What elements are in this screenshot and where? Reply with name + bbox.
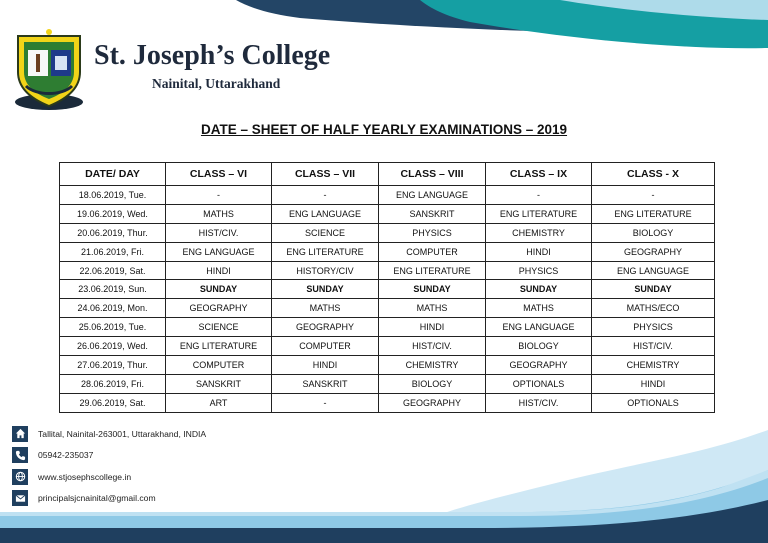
table-row (60, 393, 715, 412)
subject-cell: CHEMISTRY (379, 356, 486, 375)
email-link[interactable]: principalsjcnainital@gmail.com (38, 493, 156, 504)
subject-cell: MATHS (272, 299, 379, 318)
subject-cell: OPTIONALS (592, 393, 715, 412)
date-cell: 29.06.2019, Sat. (60, 393, 166, 412)
mail-icon (12, 490, 28, 506)
phone-icon (12, 447, 28, 463)
subject-cell: MATHS/ECO (592, 299, 715, 318)
subject-cell: - (486, 186, 592, 205)
date-cell: 27.06.2019, Thur. (60, 356, 166, 375)
table-row-sunday (60, 280, 715, 299)
subject-cell: PHYSICS (592, 318, 715, 337)
subject-cell: GEOGRAPHY (592, 242, 715, 261)
contact-phone (12, 445, 206, 467)
table-row (60, 261, 715, 280)
subject-cell: HIST/CIV. (166, 223, 272, 242)
column-header-class-viii: CLASS – VIII (379, 163, 486, 186)
date-cell: 23.06.2019, Sun. (60, 280, 166, 299)
subject-cell: GEOGRAPHY (379, 393, 486, 412)
subject-cell: MATHS (486, 299, 592, 318)
college-location: Nainital, Uttarakhand (152, 76, 281, 91)
subject-cell: SUNDAY (379, 280, 486, 299)
subject-cell: GEOGRAPHY (486, 356, 592, 375)
subject-cell: BIOLOGY (592, 223, 715, 242)
subject-cell: HINDI (486, 242, 592, 261)
subject-cell: SANSKRIT (379, 204, 486, 223)
table-header-row (60, 163, 715, 186)
date-cell: 20.06.2019, Thur. (60, 223, 166, 242)
subject-cell: ENG LANGUAGE (166, 242, 272, 261)
subject-cell: ENG LITERATURE (272, 242, 379, 261)
date-cell: 26.06.2019, Wed. (60, 337, 166, 356)
phone-text: 05942-235037 (38, 450, 94, 461)
table-row (60, 223, 715, 242)
date-cell: 22.06.2019, Sat. (60, 261, 166, 280)
address-text: Tallital, Nainital-263001, Uttarakhand, INDIA (38, 428, 207, 439)
table-row (60, 337, 715, 356)
subject-cell: COMPUTER (379, 242, 486, 261)
subject-cell: SANSKRIT (272, 374, 379, 393)
subject-cell: ENG LANGUAGE (592, 261, 715, 280)
date-cell: 25.06.2019, Tue. (60, 318, 166, 337)
table-row (60, 204, 715, 223)
column-header-class-vii: CLASS – VII (272, 163, 379, 186)
subject-cell: COMPUTER (166, 356, 272, 375)
subject-cell: MATHS (379, 299, 486, 318)
subject-cell: - (166, 186, 272, 205)
table-row (60, 299, 715, 318)
college-crest-logo (12, 26, 86, 112)
subject-cell: HINDI (592, 374, 715, 393)
table-row (60, 374, 715, 393)
subject-cell: OPTIONALS (486, 374, 592, 393)
subject-cell: - (272, 186, 379, 205)
subject-cell: SCIENCE (166, 318, 272, 337)
table-row (60, 356, 715, 375)
subject-cell: SANSKRIT (166, 374, 272, 393)
contact-address (12, 423, 206, 445)
college-name: St. Joseph’s College (94, 40, 331, 71)
document-title: DATE – SHEET OF HALF YEARLY EXAMINATIONS – 2019 (200, 122, 568, 137)
subject-cell: GEOGRAPHY (272, 318, 379, 337)
table-row (60, 242, 715, 261)
table-row (60, 186, 715, 205)
subject-cell: COMPUTER (272, 337, 379, 356)
subject-cell: HINDI (379, 318, 486, 337)
subject-cell: ENG LANGUAGE (379, 186, 486, 205)
column-header-class-vi: CLASS – VI (166, 163, 272, 186)
subject-cell: HINDI (166, 261, 272, 280)
subject-cell: SUNDAY (166, 280, 272, 299)
subject-cell: CHEMISTRY (486, 223, 592, 242)
subject-cell: ART (166, 393, 272, 412)
table-row (60, 318, 715, 337)
column-header-date: DATE/ DAY (60, 163, 166, 186)
subject-cell: ENG LITERATURE (379, 261, 486, 280)
subject-cell: HISTORY/CIV (272, 261, 379, 280)
subject-cell: PHYSICS (379, 223, 486, 242)
subject-cell: HIST/CIV. (592, 337, 715, 356)
date-cell: 19.06.2019, Wed. (60, 204, 166, 223)
column-header-class-x: CLASS - X (592, 163, 715, 186)
subject-cell: - (272, 393, 379, 412)
subject-cell: ENG LITERATURE (486, 204, 592, 223)
subject-cell: ENG LANGUAGE (486, 318, 592, 337)
subject-cell: PHYSICS (486, 261, 592, 280)
contact-email (12, 488, 206, 510)
subject-cell: ENG LITERATURE (592, 204, 715, 223)
date-cell: 18.06.2019, Tue. (60, 186, 166, 205)
subject-cell: ENG LITERATURE (166, 337, 272, 356)
column-header-class-ix: CLASS – IX (486, 163, 592, 186)
subject-cell: BIOLOGY (379, 374, 486, 393)
contact-website (12, 466, 206, 488)
subject-cell: SCIENCE (272, 223, 379, 242)
subject-cell: HIST/CIV. (379, 337, 486, 356)
globe-icon (12, 469, 28, 485)
home-icon (12, 426, 28, 442)
subject-cell: GEOGRAPHY (166, 299, 272, 318)
website-link[interactable]: www.stjosephscollege.in (38, 471, 132, 482)
subject-cell: - (592, 186, 715, 205)
subject-cell: BIOLOGY (486, 337, 592, 356)
date-cell: 28.06.2019, Fri. (60, 374, 166, 393)
date-cell: 24.06.2019, Mon. (60, 299, 166, 318)
exam-schedule-table (59, 162, 715, 413)
subject-cell: ENG LANGUAGE (272, 204, 379, 223)
subject-cell: MATHS (166, 204, 272, 223)
subject-cell: CHEMISTRY (592, 356, 715, 375)
contact-info (12, 423, 206, 509)
subject-cell: SUNDAY (486, 280, 592, 299)
subject-cell: HIST/CIV. (486, 393, 592, 412)
date-cell: 21.06.2019, Fri. (60, 242, 166, 261)
subject-cell: SUNDAY (272, 280, 379, 299)
subject-cell: HINDI (272, 356, 379, 375)
subject-cell: SUNDAY (592, 280, 715, 299)
